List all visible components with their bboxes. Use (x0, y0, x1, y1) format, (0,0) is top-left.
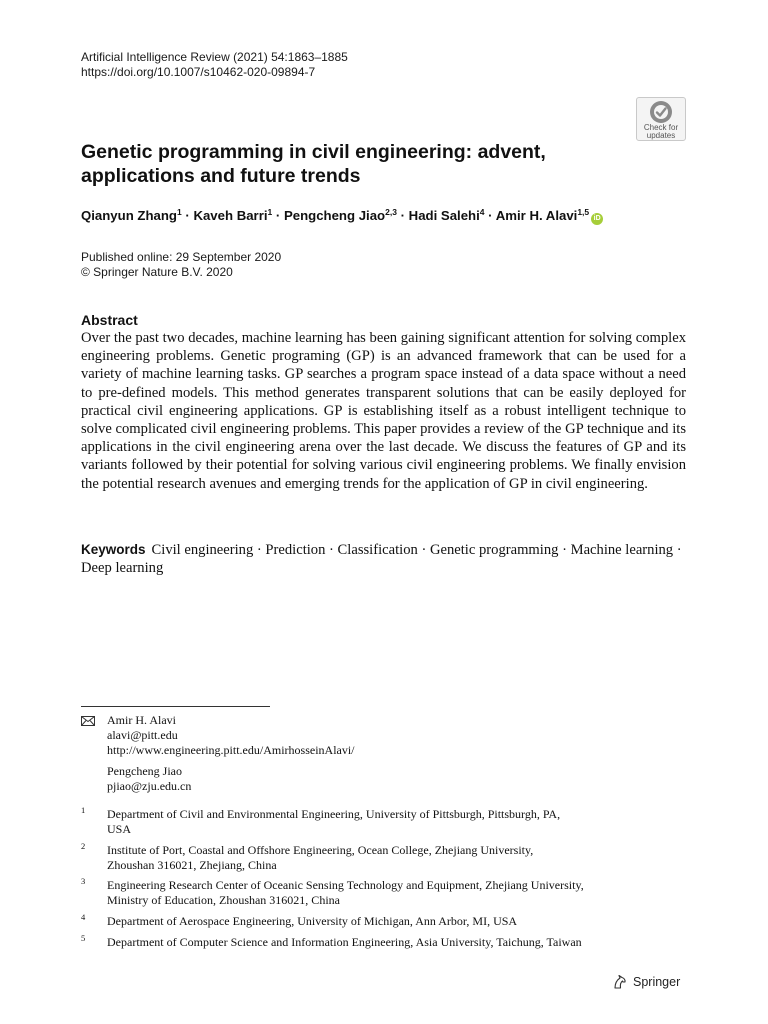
affiliation-number: 5 (81, 933, 86, 943)
author-separator: · (181, 208, 194, 223)
affiliation-5 (81, 935, 681, 950)
keywords-list: Civil engineering · Prediction · Classification · Genetic programming · Machine learning · Deep learning (81, 542, 682, 577)
springer-horse-icon (612, 974, 628, 990)
author-name: Qianyun Zhang (81, 208, 177, 223)
keywords-label: Keywords (81, 542, 146, 557)
affiliation-1 (81, 807, 681, 837)
publisher-logo (612, 974, 680, 990)
affiliation-line: Department of Civil and Environmental Engineering, University of Pittsburgh, Pittsburgh, PA, (107, 807, 561, 821)
affiliation-3 (81, 878, 681, 908)
contact-name: Amir H. Alavi (107, 713, 176, 727)
abstract-text: Over the past two decades, machine learning has been gaining significant attention for solving complex engineering problems. Genetic programing (GP) is an advanced framework that can be used for a variety of machine learning tasks. GP searches a program space instead of a data space without a need to pre-defined models. This method generates transparent solutions that can be easily deployed for practical civil engineering applications. GP is establishing itself as a robust intelligent technique to solve complicated civil engineering problems. This paper provides a review of the GP technique and its applications in the civil engineering arena over the last decade. We discuss the features of GP and its variants followed by their potential for solving various civil engineering problems. We finally envision the potential research avenues and emerging trends for the application of GP in civil engineering. (81, 330, 686, 492)
author-separator: · (396, 208, 409, 223)
author-separator: · (484, 208, 496, 223)
affiliation-line: Department of Aerospace Engineering, University of Michigan, Ann Arbor, MI, USA (107, 914, 518, 928)
affiliation-line: Zhoushan 316021, Zhejiang, China (107, 858, 277, 872)
contact-alavi (107, 713, 355, 758)
badge-line-2: updates (646, 131, 676, 140)
copyright-notice: © Springer Nature B.V. 2020 (81, 265, 233, 279)
author-affil-ref: 2,3 (385, 207, 397, 217)
author-list (81, 208, 603, 225)
affiliation-line: Institute of Port, Coastal and Offshore Engineering, Ocean College, Zhejiang University, (107, 843, 534, 857)
author-affil-ref: 1 (267, 207, 273, 217)
envelope-icon (81, 716, 95, 726)
keywords (81, 541, 686, 577)
author-name: Pengcheng Jiao (283, 208, 386, 223)
affiliation-line: Department of Computer Science and Information Engineering, Asia University, Taichung, Taiwan (107, 935, 582, 949)
affiliation-number: 4 (81, 912, 86, 922)
author-separator: · (272, 208, 284, 223)
affiliation-number: 1 (81, 805, 86, 815)
doi-link[interactable]: https://doi.org/10.1007/s10462-020-09894-7 (81, 65, 316, 79)
affiliation-line: Ministry of Education, Zhoushan 316021, China (107, 893, 340, 907)
contact-url[interactable]: http://www.engineering.pitt.edu/AmirhosseinAlavi/ (107, 743, 355, 757)
affiliation-line: USA (107, 822, 132, 836)
badge-line-1: Check for (643, 123, 679, 132)
author-affil-ref: 4 (479, 207, 485, 217)
check-for-updates-badge[interactable] (636, 97, 686, 141)
affiliation-4 (81, 914, 681, 929)
orcid-icon[interactable]: iD (591, 213, 603, 225)
affiliation-line: Engineering Research Center of Oceanic Sensing Technology and Equipment, Zhejiang University, (107, 878, 584, 892)
contact-jiao (107, 764, 191, 794)
title-line-1: Genetic programming in civil engineering: advent, (81, 141, 546, 163)
footnote-divider (81, 706, 270, 707)
author-affil-ref: 1 (176, 207, 182, 217)
abstract-heading: Abstract (81, 312, 138, 328)
contact-name: Pengcheng Jiao (107, 764, 182, 778)
journal-citation: Artificial Intelligence Review (2021) 54:1863–1885 (81, 50, 348, 64)
title-line-2: applications and future trends (81, 165, 361, 187)
published-date: Published online: 29 September 2020 (81, 250, 282, 264)
paper-title (81, 140, 601, 188)
affiliation-number: 2 (81, 841, 86, 851)
author-name: Hadi Salehi (408, 208, 480, 223)
affiliation-2 (81, 843, 681, 873)
publisher-name: Springer (633, 975, 681, 989)
author-affil-ref: 1,5 (577, 207, 590, 217)
check-for-updates-icon (649, 100, 673, 124)
contact-email[interactable]: alavi@pitt.edu (107, 728, 178, 742)
author-name: Kaveh Barri (193, 208, 268, 223)
affiliation-number: 3 (81, 876, 86, 886)
contact-email[interactable]: pjiao@zju.edu.cn (107, 779, 192, 793)
author-name: Amir H. Alavi (495, 208, 578, 223)
